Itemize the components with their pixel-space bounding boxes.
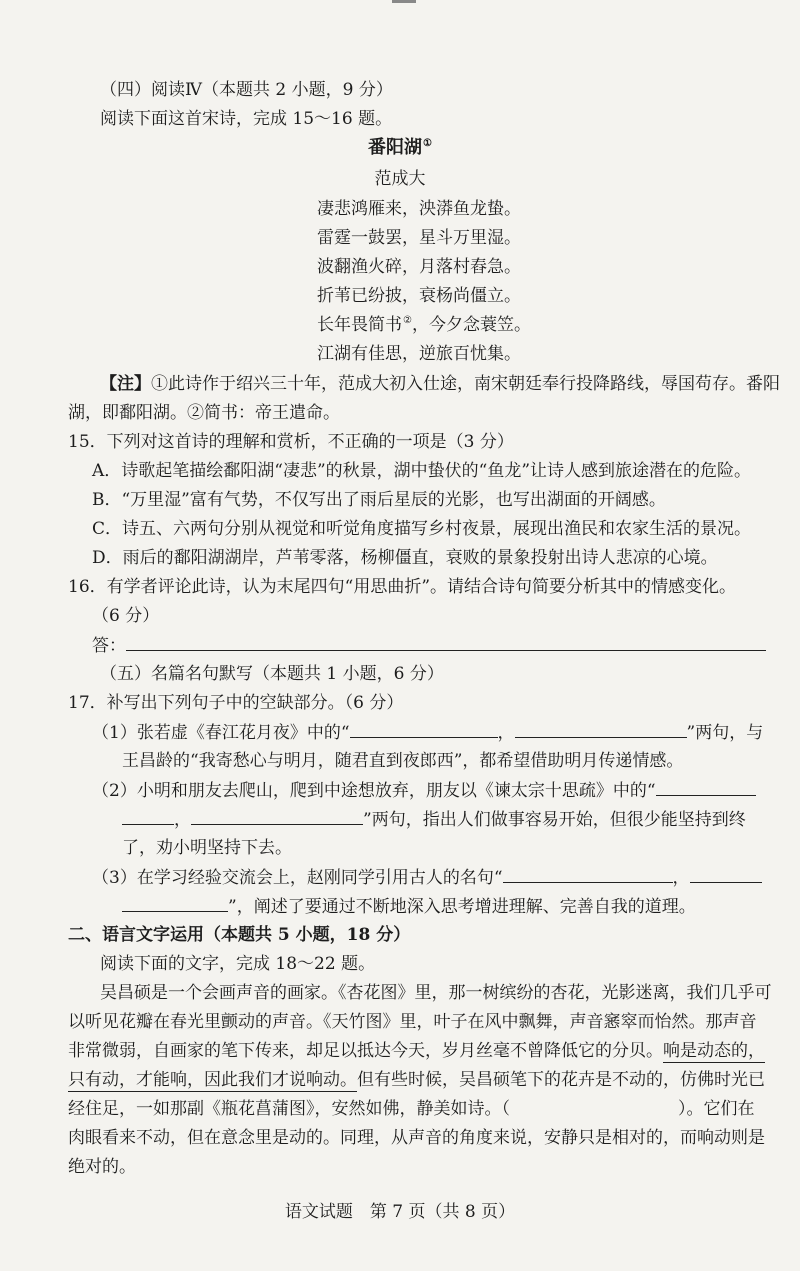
q17-p1-text-c: ”两句，与 <box>686 723 764 743</box>
poem-title-text: 番阳湖 <box>368 137 423 158</box>
q17-part1-line2: 王昌龄的“我寄愁心与明月，随君直到夜郎西”，都希望借助明月传递情感。 <box>122 751 684 771</box>
poem-line-5 <box>317 314 531 339</box>
q17-part3-line2 <box>122 895 696 918</box>
poem-line-5-note: ② <box>403 315 412 326</box>
poem-line-5-b: ，今夕念蓑笠。 <box>411 315 531 335</box>
passage-underlined-sentence-b: 只有动，才能响，因此我们才说响动。 <box>68 1070 357 1090</box>
section5-heading: （五）名篇名句默写（本题共 1 小题，6 分） <box>100 664 444 684</box>
poem-line-2: 雷霆一鼓罢，星斗万里湿。 <box>317 228 521 248</box>
q17-p2-blank-1-cont[interactable] <box>122 808 174 825</box>
q15-option-c: C．诗五、六两句分别从视觉和听觉角度描写乡村夜景，展现出渔民和农家生活的景况。 <box>92 519 752 539</box>
passage-underlined-sentence-a: 响是动态的， <box>663 1041 765 1061</box>
q17-p3-text-a: （3）在学习经验交流会上，赵刚同学引用古人的名句“ <box>92 868 503 888</box>
q16-answer-blank[interactable] <box>126 634 766 651</box>
q17-part3-line1 <box>92 866 762 889</box>
q17-p3-blank-2-cont[interactable] <box>122 895 228 912</box>
passage-line-4-text: 但有些时候，吴昌硕笔下的花卉是不动的，仿佛时光已 <box>357 1070 765 1090</box>
note-text-1: ①此诗作于绍兴三十年，范成大初入仕途，南宋朝廷奉行投降路线，辱国苟存。番阳 <box>151 374 780 394</box>
poem-note-line-1 <box>100 373 780 395</box>
q17-p2-text-a: （2）小明和朋友去爬山，爬到中途想放弃，朋友以《谏太宗十思疏》中的“ <box>92 781 656 801</box>
q17-p1-comma: ， <box>497 723 515 743</box>
section4-instruction: 阅读下面这首宋诗，完成 15～16 题。 <box>100 109 393 129</box>
q15-option-a: A．诗歌起笔描绘鄱阳湖“凄悲”的秋景，湖中蛰伏的“鱼龙”让诗人感到旅途潜在的危险。 <box>92 461 752 481</box>
poem-title <box>0 137 800 162</box>
section4-heading: （四）阅读Ⅳ（本题共 2 小题，9 分） <box>100 80 393 100</box>
q17-p1-blank-1[interactable] <box>350 721 498 738</box>
poem-line-5-a: 长年畏简书 <box>317 315 402 335</box>
q17-p1-text-a: （1）张若虚《春江花月夜》中的“ <box>92 723 350 743</box>
q17-p1-blank-2[interactable] <box>515 721 687 738</box>
part2-instruction: 阅读下面的文字，完成 18～22 题。 <box>100 954 376 974</box>
q17-p3-blank-2[interactable] <box>690 866 762 883</box>
poem-line-4: 折苇已纷披，衰杨尚僵立。 <box>317 286 521 306</box>
q17-p3-comma: ， <box>672 868 690 888</box>
q17-p3-blank-1[interactable] <box>503 866 673 883</box>
passage-line-4 <box>68 1069 765 1091</box>
poem-note-line-2: 湖，即鄱阳湖。②简书：帝王遣命。 <box>68 403 340 423</box>
q17-p2-comma: ， <box>174 810 191 830</box>
poem-author: 范成大 <box>374 169 426 189</box>
q16-stem: 16．有学者评论此诗，认为末尾四句“用思曲折”。请结合诗句简要分析其中的情感变化。 <box>68 577 737 597</box>
passage-line-2: 以听见花瓣在春光里颤动的声音。《天竹图》里，叶子在风中飘舞，声音窸窣而怡然。那声音 <box>68 1012 757 1032</box>
passage-line-5 <box>68 1098 755 1120</box>
q17-part2-line1 <box>92 779 756 802</box>
passage-line-7: 绝对的。 <box>68 1157 136 1177</box>
poem-line-6: 江湖有佳思，逆旅百忧集。 <box>317 344 521 364</box>
q17-part2-line3: 了，劝小明坚持下去。 <box>122 838 292 858</box>
q15-option-b: B．“万里湿”富有气势，不仅写出了雨后星辰的光影，也写出湖面的开阔感。 <box>92 490 666 510</box>
page-footer: 语文试题 第 7 页（共 8 页） <box>284 1202 516 1222</box>
passage-line-3-text: 非常微弱，自画家的笔下传来，却足以抵达今天，岁月丝毫不曾降低它的分贝。 <box>68 1041 663 1061</box>
note-label: 【注】 <box>100 374 151 394</box>
q16-score: （6 分） <box>92 606 160 626</box>
passage-line-5-end: ）。它们在 <box>678 1099 755 1119</box>
q17-stem: 17．补写出下列句子中的空缺部分。（6 分） <box>68 693 404 713</box>
passage-line-3 <box>68 1040 765 1062</box>
q17-p3-text-c: ”，阐述了要通过不断地深入思考增进理解、完善自我的道理。 <box>228 897 696 917</box>
q16-answer-line[interactable] <box>92 634 766 657</box>
q17-part2-line2 <box>122 808 746 831</box>
q16-answer-label: 答： <box>92 636 126 656</box>
part2-heading: 二、语言文字运用（本题共 5 小题，18 分） <box>68 925 411 945</box>
q17-part1-line1 <box>92 721 763 744</box>
q17-p2-text-c: ”两句，指出人们做事容易开始，但很少能坚持到终 <box>363 810 746 830</box>
scan-mark <box>392 0 416 3</box>
passage-line-6: 肉眼看来不动，但在意念里是动的。同理，从声音的角度来说，安静只是相对的，而响动则是 <box>68 1128 765 1148</box>
passage-line-1: 吴昌硕是一个会画声音的画家。《杏花图》里，那一树缤纷的杏花，光影迷离，我们几乎可 <box>100 983 772 1003</box>
q15-stem: 15．下列对这首诗的理解和赏析，不正确的一项是（3 分） <box>68 432 514 452</box>
q17-p2-blank-2[interactable] <box>191 808 363 825</box>
q17-p2-blank-1[interactable] <box>656 779 756 796</box>
poem-line-1: 凄悲鸿雁来，泱漭鱼龙蛰。 <box>317 199 521 219</box>
q15-option-d: D．雨后的鄱阳湖湖岸，芦苇零落，杨柳僵直，衰败的景象投射出诗人悲凉的心境。 <box>92 548 718 568</box>
poem-title-note: ① <box>423 138 432 149</box>
passage-line-5-text: 经住足，一如那副《瓶花菖蒲图》，安然如佛，静美如诗。（ <box>68 1099 510 1119</box>
poem-line-3: 波翻渔火碎，月落村舂急。 <box>317 257 521 277</box>
